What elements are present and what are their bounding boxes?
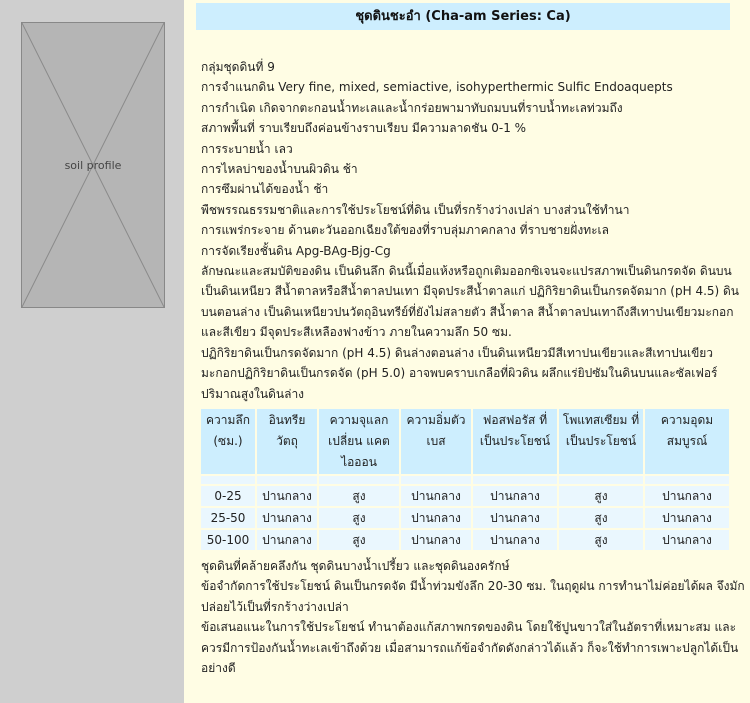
recommendations-paragraph: ข้อเสนอแนะในการใช้ประโยชน์ ทำนาต้องแก้สภาพกรดของดิน โดยใช้ปูนขาวใส่ในอัตราที่เหมาะสม และควรมีการป้องกันน้ำทะเลเข้าถึงด้วย เมื่อสามารถแก้ข้อจำกัดดังกล่าวได้แล้ว ก็จะใช้ทำการเพาะปลูกได้เป็นอย่างดี bbox=[201, 620, 739, 675]
table-cell: ปานกลาง bbox=[401, 486, 471, 506]
origin-line: การกำเนิด เกิดจากตะกอนน้ำทะเลและน้ำกร่อยพามาทับถมบนที่ราบน้ำทะเลท่วมถึง bbox=[201, 100, 623, 115]
col-organic-matter: อินทรีย วัตถุ bbox=[257, 409, 317, 474]
table-cell: 0-25 bbox=[201, 486, 255, 506]
table-row bbox=[201, 486, 729, 506]
group-line: กลุ่มชุดดินที่ 9 bbox=[201, 60, 275, 74]
table-cell: สูง bbox=[559, 486, 643, 506]
limitations-paragraph: ข้อจำกัดการใช้ประโยชน์ ดินเป็นกรดจัด มีน้ำท่วมขังลึก 20-30 ซม. ในฤดูฝน การทำนาไม่ค่อยได้ผล จึงมักปล่อยไว้เป็นที่รกร้างว่างเปล่า bbox=[201, 579, 745, 614]
permeability-line: การซึมผ่านได้ของน้ำ ช้า bbox=[201, 182, 329, 197]
table-cell: สูง bbox=[319, 508, 399, 528]
drainage-line: การระบายน้ำ เลว bbox=[201, 141, 293, 156]
table-cell: ปานกลาง bbox=[401, 508, 471, 528]
horizon-line: การจัดเรียงชั้นดิน Apg-BAg-Bjg-Cg bbox=[201, 243, 391, 258]
classification-line: การจำแนกดิน Very fine, mixed, semiactive, isohyperthermic Sulfic Endoaquepts bbox=[201, 80, 673, 95]
similar-series-line: ชุดดินที่คล้ายคลึงกัน ชุดดินบางน้ำเปรี้ยว และชุดดินองครักษ์ bbox=[201, 558, 510, 573]
terrain-line: สภาพพื้นที่ ราบเรียบถึงค่อนข้างราบเรียบ มีความลาดชัน 0-1 % bbox=[201, 121, 527, 136]
table-cell: ปานกลาง bbox=[645, 530, 729, 550]
table-cell: 25-50 bbox=[201, 508, 255, 528]
main-content bbox=[184, 0, 750, 703]
sidebar bbox=[0, 0, 184, 703]
table-cell: สูง bbox=[319, 530, 399, 550]
photo-placeholder-label: soil profile bbox=[64, 159, 122, 172]
table-cell: สูง bbox=[559, 530, 643, 550]
table-cell: ปานกลาง bbox=[473, 530, 557, 550]
properties-paragraph: ลักษณะและสมบัติของดิน เป็นดินลึก ดินนี้เมื่อแห้งหรือถูกเติมออกซิเจนจะแปรสภาพเป็นดินกรดจัด ดินบนเป็นดินเหนียว สีน้ำตาลหรือสีน้ำตาลปนเทา มีจุดประสีน้ำตาลแก่ ปฏิกิริยาดินเป็นกรดจัดมาก (pH 4.5) ดินบนตอนล่าง เป็นดินเหนียวปนวัตถุอินทรีย์ที่ยังไม่สลายตัว สีน้ำตาล สีน้ำตาลปนเทาถึงสีเทาปนเขียวมะกอกและสีเขียว มีจุดประสีเหลืองฟางข้าว ภายในความลึก 50 ซม. bbox=[201, 264, 740, 340]
table-cell: ปานกลาง bbox=[473, 508, 557, 528]
col-base-saturation: ความอิ่มตัว เบส bbox=[401, 409, 471, 474]
col-fertility: ความอุดม สมบูรณ์ bbox=[645, 409, 729, 474]
soil-description bbox=[201, 57, 745, 678]
table-cell: สูง bbox=[559, 508, 643, 528]
properties-paragraph-2: ปฏิกิริยาดินเป็นกรดจัดมาก (pH 4.5) ดินล่างตอนล่าง เป็นดินเหนียวมีสีเทาปนเขียวและสีเทาปนเขียวมะกอกปฏิกิริยาดินเป็นกรดจัด (pH 5.0) อาจพบคราบเกลือที่ผิวดิน ผลึกแร่ยิปซัมในดินบนและซัลเฟอร์ปริมาณสูงในดินล่าง bbox=[201, 345, 718, 401]
table-cell: ปานกลาง bbox=[473, 486, 557, 506]
fertility-table bbox=[199, 407, 731, 552]
table-cell: ปานกลาง bbox=[401, 530, 471, 550]
table-cell: ปานกลาง bbox=[257, 508, 317, 528]
table-cell: ปานกลาง bbox=[645, 508, 729, 528]
col-potassium: โพแทสเซียม ที่เป็นประโยชน์ bbox=[559, 409, 643, 474]
col-phosphorus: ฟอสฟอรัส ที่เป็นประโยชน์ bbox=[473, 409, 557, 474]
photo-placeholder bbox=[22, 23, 164, 307]
table-cell: ปานกลาง bbox=[645, 486, 729, 506]
runoff-line: การไหลบ่าของน้ำบนผิวดิน ช้า bbox=[201, 162, 358, 177]
table-cell: 50-100 bbox=[201, 530, 255, 550]
table-cell: ปานกลาง bbox=[257, 530, 317, 550]
table-cell: ปานกลาง bbox=[257, 486, 317, 506]
col-depth: ความลึก (ซม.) bbox=[201, 409, 255, 474]
table-spacer bbox=[201, 476, 729, 484]
distribution-line: การแพร่กระจาย ด้านตะวันออกเฉียงใต้ของที่ราบลุ่มภาคกลาง ที่ราบชายฝั่งทะเล bbox=[201, 223, 609, 238]
table-header-row bbox=[201, 409, 729, 474]
page-title: ชุดดินชะอำ (Cha-am Series: Ca) bbox=[196, 3, 730, 30]
vegetation-line: พืชพรรณธรรมชาติและการใช้ประโยชน์ที่ดิน เป็นที่รกร้างว่างเปล่า บางส่วนใช้ทำนา bbox=[201, 202, 630, 217]
soil-profile-photo bbox=[21, 22, 165, 308]
table-row bbox=[201, 530, 729, 550]
table-cell: สูง bbox=[319, 486, 399, 506]
table-row bbox=[201, 508, 729, 528]
notes-section bbox=[201, 556, 745, 678]
col-cec: ความจุแลกเปลี่ยน แคตไอออน bbox=[319, 409, 399, 474]
